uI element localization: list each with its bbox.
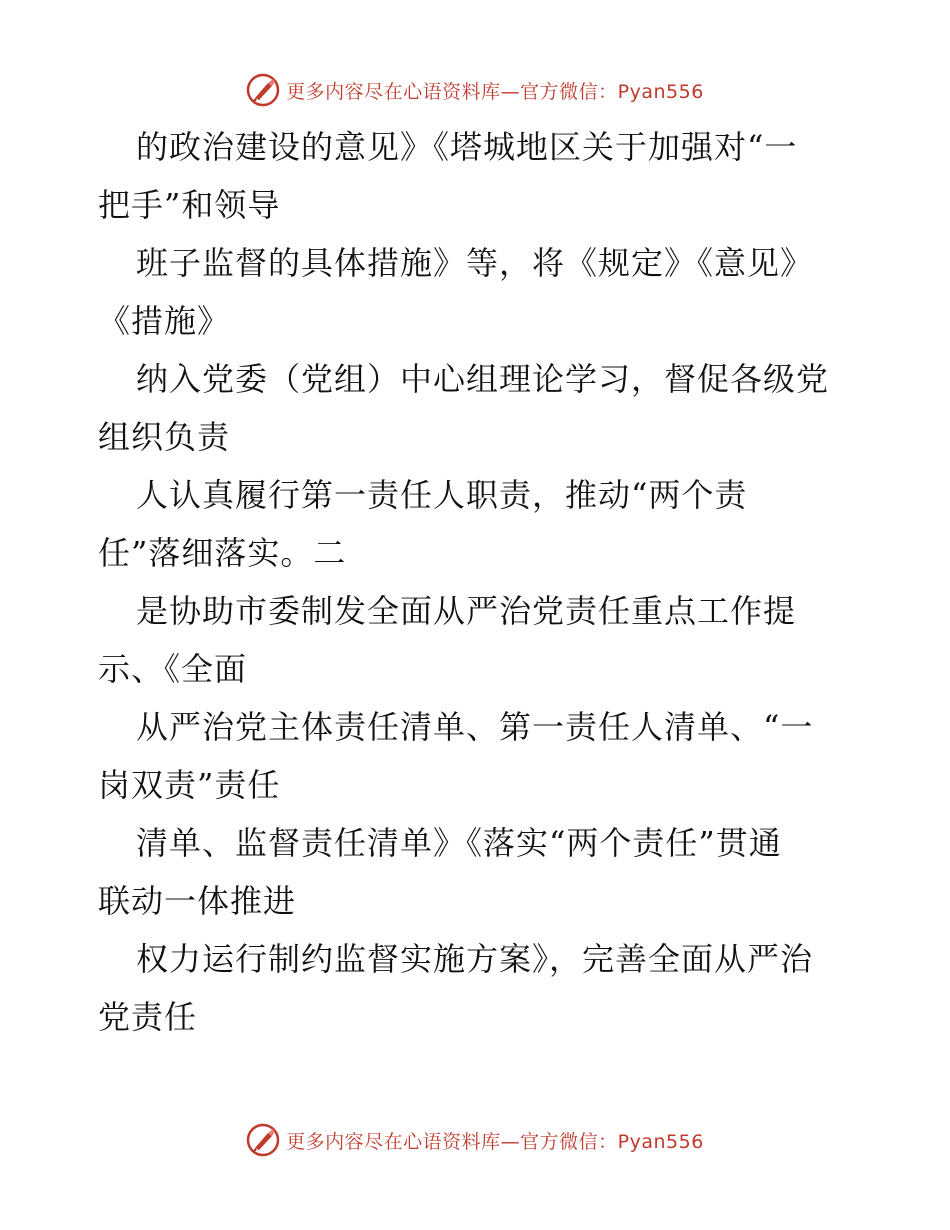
text-line: 清单、监督责任清单》《落实“两个责任”贯通	[136, 824, 782, 862]
text-line: 示、《全面	[98, 650, 248, 688]
text-line: 权力运行制约监督实施方案》，完善全面从严治	[136, 940, 814, 978]
text-line: 是协助市委制发全面从严治党责任重点工作提	[136, 592, 797, 630]
text-line: 人认真履行第一责任人职责，推动“两个责	[136, 476, 748, 514]
text-line: 《措施》	[98, 302, 231, 340]
watermark-text: 更多内容尽在心语资料库—官方微信：Pyan556	[286, 80, 704, 103]
text-line: 班子监督的具体措施》等，将《规定》《意见》	[136, 244, 814, 282]
text-line: 组织负责	[98, 418, 231, 456]
quill-pen-logo-icon	[246, 73, 280, 107]
header-watermark	[0, 70, 950, 110]
text-line: 联动一体推进	[98, 882, 297, 920]
quill-pen-logo-icon	[246, 1123, 280, 1157]
text-line: 从严治党主体责任清单、第一责任人清单、“一	[136, 708, 814, 746]
document-body	[98, 118, 858, 1046]
watermark-text: 更多内容尽在心语资料库—官方微信：Pyan556	[286, 1130, 704, 1153]
text-line: 党责任	[98, 998, 198, 1036]
text-line: 岗双责”责任	[98, 766, 281, 804]
text-line: 纳入党委（党组）中心组理论学习，督促各级党	[136, 360, 830, 398]
text-line: 任”落细落实。二	[98, 534, 347, 572]
text-line: 把手”和领导	[98, 186, 281, 224]
text-line: 的政治建设的意见》《塔城地区关于加强对“一	[136, 128, 798, 166]
footer-watermark	[0, 1120, 950, 1160]
